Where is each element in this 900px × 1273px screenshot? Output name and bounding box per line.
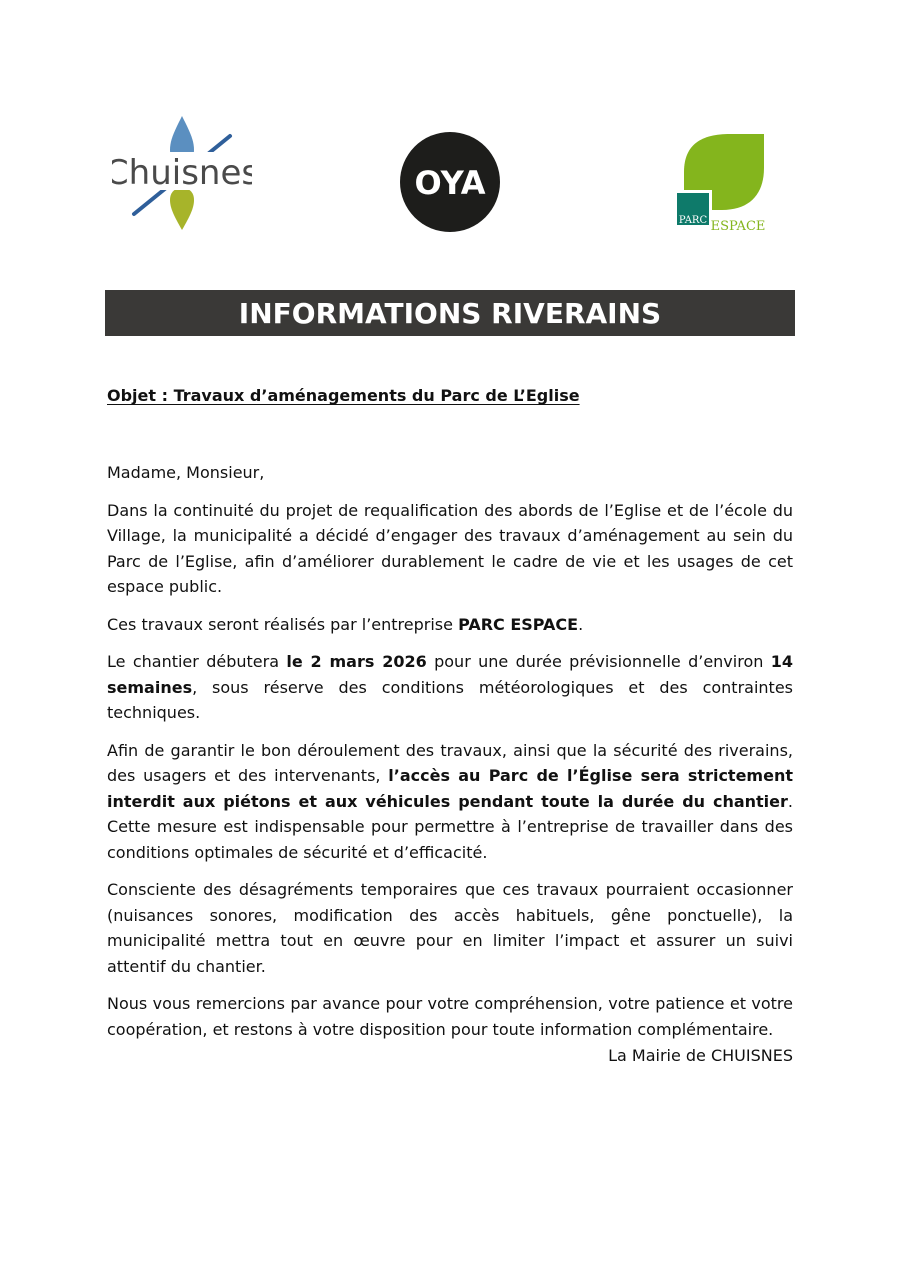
chuisnes-logo: [112, 112, 252, 236]
paragraph-schedule: [107, 649, 793, 726]
start-date: le 2 mars 2026: [286, 652, 427, 671]
salutation: Madame, Monsieur,: [107, 463, 265, 482]
parc-espace-logo: [672, 130, 768, 236]
paragraph-contractor: [107, 612, 793, 638]
signature: La Mairie de CHUISNES: [608, 1046, 793, 1065]
oya-logo-text: OYA: [414, 164, 486, 202]
p3-e: , sous réserve des conditions météorologiques et des contraintes techniques.: [107, 677, 793, 722]
title-banner: [105, 290, 795, 336]
oya-logo: [398, 130, 502, 234]
banner-title: INFORMATIONS RIVERAINS: [238, 296, 662, 330]
p2-end: .: [578, 614, 584, 634]
contractor-name: PARC ESPACE: [458, 614, 579, 634]
p4-c: . Cette mesure est indispensable pour permettre à l’entreprise de travailler dans des conditions optimales de sécurité et d’efficacité.: [107, 791, 793, 862]
espace-logo-text: ESPACE: [710, 219, 766, 234]
p3-a: Le chantier débutera: [107, 652, 287, 671]
letter-body: [107, 460, 793, 1054]
paragraph-thanks: Nous vous remercions par avance pour votre compréhension, votre patience et votre coopération, et restons à votre disposition pour toute information complémentaire.: [107, 994, 793, 1039]
access-restriction: l’accès au Parc de l’Église sera strictement interdit aux piétons et aux véhicules pendant toute la durée du chantier: [107, 766, 793, 811]
p3-c: pour une durée prévisionnelle d’environ: [426, 652, 771, 671]
parc-logo-text: PARC: [678, 215, 708, 226]
chuisnes-logo-text: Chuisnes: [112, 153, 252, 193]
paragraph-nuisances: Consciente des désagréments temporaires que ces travaux pourraient occasionner (nuisances sonores, modification des accès habituels, gêne ponctuelle), la municipalité mettra tout en œuvre pour en limiter l’impact et assurer un suivi attentif du chantier.: [107, 880, 793, 976]
subject-line: Objet : Travaux d’aménagements du Parc de L’Eglise: [107, 386, 580, 405]
paragraph-access: [107, 738, 793, 866]
paragraph-context: Dans la continuité du projet de requalification des abords de l’Eglise et de l’école du Village, la municipalité a décidé d’engager des travaux d’aménagement au sein du Parc de l’Eglise, afin d’améliorer durablement le cadre de vie et les usages de cet espace public.: [107, 500, 793, 596]
duration: 14 semaines: [107, 652, 793, 697]
p2-text: Ces travaux seront réalisés par l’entreprise: [107, 614, 459, 634]
p4-a: Afin de garantir le bon déroulement des travaux, ainsi que la sécurité des riverains, des usagers et des intervenants,: [107, 740, 793, 785]
